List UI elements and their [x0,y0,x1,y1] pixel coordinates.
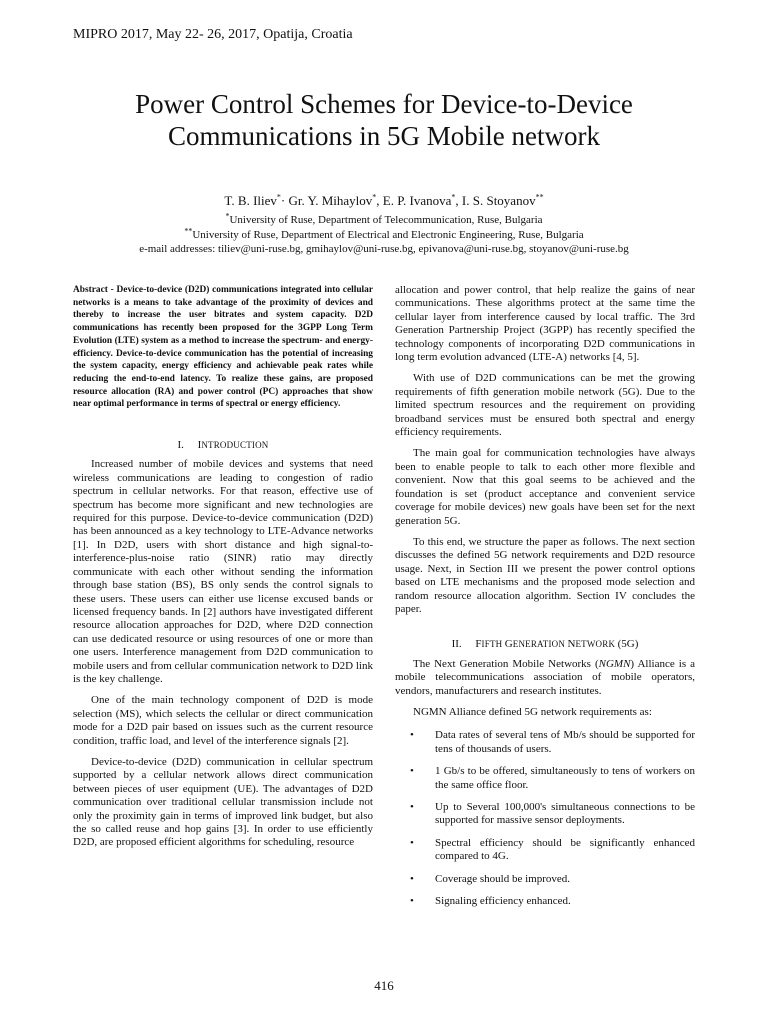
section-title-initial: I [197,439,202,452]
list-item [395,765,695,792]
section-number: II. [451,638,462,651]
affil-mark: ** [184,226,193,236]
list-item [395,801,695,828]
affil-mark: * [225,211,230,221]
author-sep: , [376,193,383,208]
bullet-icon: • [410,765,414,778]
email-addresses: e-mail addresses: tiliev@uni-ruse.bg, gmihaylov@uni-ruse.bg, epivanova@uni-ruse.bg, stoyanov@uni-ruse.bg [139,243,629,255]
ngmn-text: The Next Generation Mobile Networks ( [413,657,599,670]
list-item [395,895,695,908]
paper-title [40,88,728,152]
paragraph: Increased number of mobile devices and systems that need wireless communications are leading to congestion of radio spectrum in cellular networks. For that reason, effective use of spectrum has become more significant and new technologies are required for this purpose. Device-to-device communication (D2D) has been announced as a key technology to LTE-Advance networks [1]. In D2D, users with short distance and high signal-to-interference-plus-noise ratio (SINR) ratio may directly communicate with each other without sending the information through base station (BS), BS only sends the control signals to these users. These users can either use license excused bands or licensed frequency bands. In [2] authors have investigated different resource allocation approaches for D2D, where D2D connection can use dedicated resource or using resources of one or more than one users. Interference management from D2D communication to mobile users and from cellular communication network to D2D link is the key challenge. [73,458,373,685]
list-item-text: Up to Several 100,000's simultaneous connections to be supported for massive sensor deployments. [435,801,695,827]
section-number: I. [177,439,184,452]
affiliation-1 [40,213,728,227]
section-title-part: N [567,638,576,651]
author-3: E. P. Ivanova [382,193,452,208]
bullet-icon: • [410,836,414,849]
right-column [395,284,695,917]
affil-mark: ** [535,192,544,202]
list-item [395,837,695,864]
list-item-text: 1 Gb/s to be offered, simultaneously to tens of workers on the same office floor. [435,765,695,791]
bullet-icon: • [410,729,414,742]
section-title-rest: NTRODUCTION [201,440,269,451]
paragraph: With use of D2D communications can be met the growing requirements of fifth generation mobile network (5G). Due to the limited spectrum resources and the requirement on providing broadband services must be ensured both spectral and energy efficiency requirements. [395,372,695,439]
author-sep: , [455,193,462,208]
affil-mark: * [451,192,456,202]
ngmn-text: ) Alliance is a mobile telecommunications association of mobile operators, vendors, manufacturers and research institutes. [395,657,695,697]
section-title-part: IFTH [481,639,505,650]
list-item-text: Coverage should be improved. [435,872,571,885]
section-heading-5g [395,638,695,651]
requirements-list [395,729,695,908]
author-1: T. B. Iliev [224,193,277,208]
author-4: I. S. Stoyanov [461,193,536,208]
list-item-text: Data rates of several tens of Mb/s should be supported for tens of thousands of users. [435,729,695,755]
author-2: Gr. Y. Mihaylov [288,193,373,208]
affil-mark: * [372,192,377,202]
ngmn-acronym: NGMN [598,657,631,670]
section-heading-introduction [73,439,373,452]
affil-mark: * [276,192,281,202]
section-title-part: (5G) [617,638,639,651]
bullet-icon: • [410,895,414,908]
bullet-icon: • [410,801,414,813]
author-list [40,193,728,209]
affiliation-2 [40,228,728,242]
title-line-2: Communications in 5G Mobile network [168,121,600,151]
section-title-part: F [475,638,482,651]
paragraph: Device-to-device (D2D) communication in cellular spectrum supported by a cellular network allows direct communication between pieces of user equipment (UE). The advantages of D2D communication over traditional cellular transmission include not only the proximity gain in terms of improved link budget, but also the so called reuse and hop gains [3]. In order to use efficiently D2D, are proposed efficient algorithms for scheduling, resource [73,755,373,849]
page-number: 416 [374,978,394,993]
author-sep: · [280,193,289,208]
affiliation-1-text: University of Ruse, Department of Telecommunication, Ruse, Bulgaria [229,214,543,226]
section-title-part: G [504,638,513,651]
conference-header: MIPRO 2017, May 22- 26, 2017, Opatija, Croatia [73,27,353,42]
bullet-icon: • [410,872,414,885]
abstract: Abstract - Device-to-device (D2D) communications integrated into cellular networks is a means to take advantage of the proximity of devices and thereby to increase the user bitrates and system capacity. D2D communications has recently been proposed for the 3GPP Long Term Evolution (LTE) system as a method to increase the spectrum- and energy-efficiency. Device-to-device communication has the potential of increasing the system capacity, energy efficiency and achievable peak rates while reducing the end-to-end latency. To realize these gains, are proposed resource allocation (RA) and power control (PC) approaches that show near optimal performance in terms of spectral or energy efficiency. [73,285,373,410]
paragraph: One of the main technology component of D2D is mode selection (MS), which selects the cellular or direct communication mode for a D2D pair based on issues such as the current resource condition, traffic load, and level of the interference signals [2]. [73,694,373,747]
left-column [73,284,373,858]
paragraph: allocation and power control, that help realize the gains of near communications. These algorithms protect at the same time the cellular layer from interference caused by local traffic. The 3rd Generation Partnership Project (3GPP) has recently specified the technology components of incorporating D2D communications in long term evolution advanced (LTE-A) networks [4, 5]. [395,284,695,364]
paragraph-ngmn [395,658,695,698]
list-item [395,873,695,886]
list-item [395,729,695,756]
list-item-text: Signaling efficiency enhanced. [435,895,571,908]
affiliation-2-text: University of Ruse, Department of Electrical and Electronic Engineering, Ruse, Bulgaria [192,229,584,241]
paragraph: To this end, we structure the paper as follows. The next section discusses the defined 5G network requirements and D2D resource usage. Next, in Section III we present the power control options based on LTE mechanisms and the proposed mode selection and random resource allocation algorithm. Section IV concludes the paper. [395,535,695,615]
title-line-1: Power Control Schemes for Device-to-Device [135,89,633,119]
paragraph: The main goal for communication technologies have always been to enable people to talk to each other more flexible and convenient. Now that this goal seems to be achieved and the foundation is set (product acceptance and convenient service coverage for mobile devices) new goals have been set for the next generation 5G. [395,447,695,527]
section-title-part: ETWORK [575,639,618,650]
section-title-part: ENERATION [512,639,568,650]
paragraph: NGMN Alliance defined 5G network requirements as: [413,705,652,718]
list-item-text: Spectral efficiency should be significantly enhanced compared to 4G. [435,836,695,863]
